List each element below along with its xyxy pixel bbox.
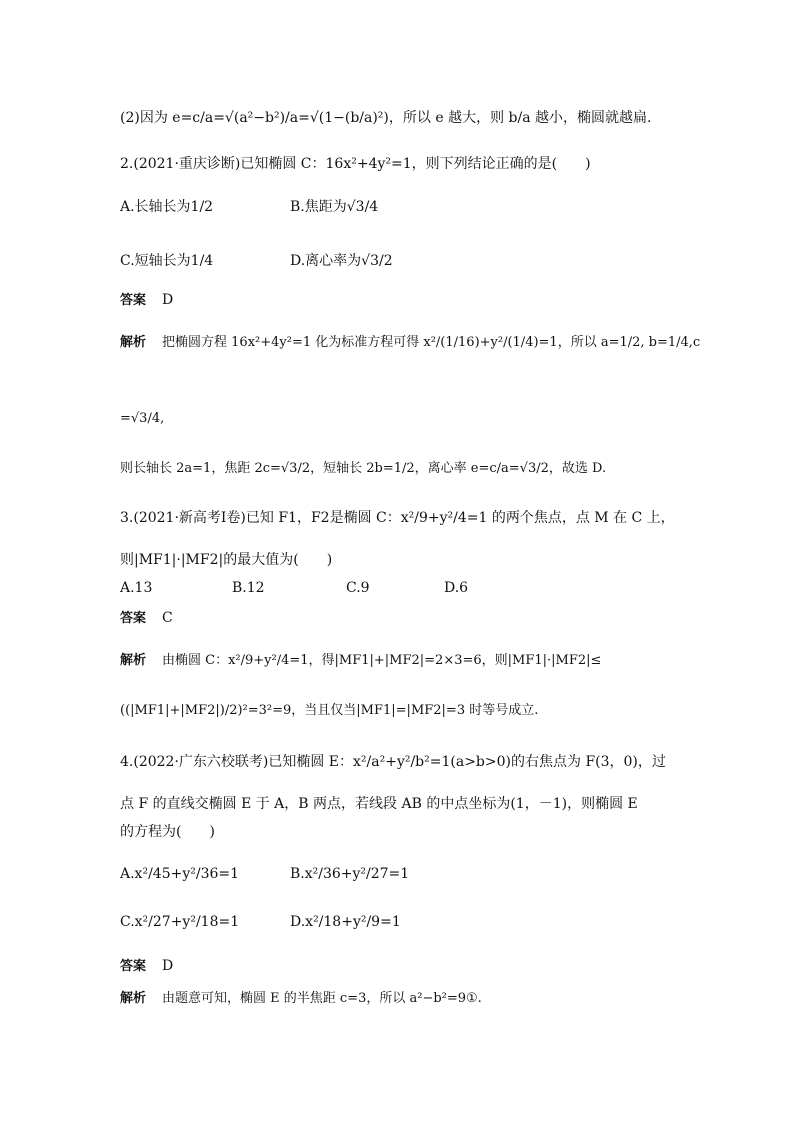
q2-analysis-line-2 xyxy=(120,408,164,429)
q4-answer xyxy=(120,956,173,977)
q4-option-c xyxy=(120,914,239,930)
q3-answer xyxy=(120,608,173,629)
q1-part2-line xyxy=(120,108,651,128)
q2-option-a xyxy=(120,196,213,216)
q4-option-b-text: B.x²/36+y²/27=1 xyxy=(290,866,410,882)
q4-stem-line-1 xyxy=(120,752,666,772)
q4-stem-line-2 xyxy=(120,794,638,814)
q4-stem-text-2: 点 F 的直线交椭圆 E 于 A，B 两点，若线段 AB 的中点坐标为(1，－1)，则椭圆 E xyxy=(120,796,638,812)
q2-option-d xyxy=(290,250,393,270)
q2-answer xyxy=(120,290,173,311)
q4-analysis-text-1: 由题意可知，椭圆 E 的半焦距 c=3，所以 a²−b²=9①. xyxy=(162,991,482,1006)
q2-analysis-label: 解析 xyxy=(120,335,147,350)
q3-option-b-text: B.12 xyxy=(232,580,265,596)
q2-option-c xyxy=(120,250,213,270)
q4-answer-label: 答案 xyxy=(120,959,147,974)
q3-analysis-text-1: 由椭圆 C：x²/9+y²/4=1，得|MF1|+|MF2|=2×3=6，则|MF1|·|MF2|≤ xyxy=(162,653,602,668)
q3-option-a-text: A.13 xyxy=(120,580,153,596)
q4-answer-value: D xyxy=(162,958,174,974)
q4-stem-text-1: 4.(2022·广东六校联考)已知椭圆 E：x²/a²+y²/b²=1(a>b>0)的右焦点为 F(3，0)，过 xyxy=(120,754,666,770)
q4-stem-line-3 xyxy=(120,822,215,842)
q4-option-a-text: A.x²/45+y²/36=1 xyxy=(120,866,240,882)
q2-answer-value: D xyxy=(162,292,174,308)
q4-option-d xyxy=(290,914,401,930)
q3-option-c xyxy=(346,580,370,596)
q3-analysis-line-2 xyxy=(120,700,538,721)
q3-stem-line-1 xyxy=(120,508,675,528)
q2-answer-label: 答案 xyxy=(120,293,147,308)
q1-part2-text: (2)因为 e=c/a=√(a²−b²)/a=√(1−(b/a)²)，所以 e 越大，则 b/a 越小，椭圆就越扁. xyxy=(120,110,652,126)
q2-analysis-text-3: 则长轴长 2a=1，焦距 2c=√3/2，短轴长 2b=1/2，离心率 e=c/a=√3/2，故选 D. xyxy=(120,461,607,476)
q3-option-a xyxy=(120,580,152,596)
q2-option-c-text: C.短轴长为1/4 xyxy=(120,253,214,269)
q2-stem-text: 2.(2021·重庆诊断)已知椭圆 C：16x²+4y²=1，则下列结论正确的是( ) xyxy=(120,156,591,172)
q3-option-d-text: D.6 xyxy=(444,580,469,596)
q4-option-c-text: C.x²/27+y²/18=1 xyxy=(120,914,240,930)
q4-option-b xyxy=(290,866,409,882)
q3-analysis-label: 解析 xyxy=(120,653,147,668)
q4-stem-text-3: 的方程为( ) xyxy=(120,824,215,840)
q4-analysis-label: 解析 xyxy=(120,991,147,1006)
q2-analysis-line-3 xyxy=(120,458,606,479)
q3-option-b xyxy=(232,580,265,596)
q2-option-a-text: A.长轴长为1/2 xyxy=(120,199,214,215)
q2-analysis-text-2: =√3/4, xyxy=(120,411,165,426)
q3-stem-line-2 xyxy=(120,550,332,570)
q2-stem xyxy=(120,154,591,174)
q3-answer-value: C xyxy=(162,610,173,626)
q2-analysis-text-1: 把椭圆方程 16x²+4y²=1 化为标准方程可得 x²/(1/16)+y²/(1/4)=1，所以 a=1/2, b=1/4,c xyxy=(162,335,701,350)
q2-option-d-text: D.离心率为√3/2 xyxy=(290,253,393,269)
q2-analysis-line-1 xyxy=(120,332,700,353)
q2-option-b-text: B.焦距为√3/4 xyxy=(290,199,379,215)
q3-answer-label: 答案 xyxy=(120,611,147,626)
q2-option-b xyxy=(290,196,378,216)
q4-option-a xyxy=(120,866,239,882)
q4-option-d-text: D.x²/18+y²/9=1 xyxy=(290,914,401,930)
q3-option-d xyxy=(444,580,468,596)
q3-analysis-text-2: ((|MF1|+|MF2|)/2)²=3²=9，当且仅当|MF1|=|MF2|=3 时等号成立. xyxy=(120,703,539,718)
q3-option-c-text: C.9 xyxy=(346,580,370,596)
q3-stem-text-1: 3.(2021·新高考Ⅰ卷)已知 F1，F2是椭圆 C：x²/9+y²/4=1 的两个焦点，点 M 在 C 上， xyxy=(120,510,675,526)
q4-analysis-line-1 xyxy=(120,988,482,1009)
q3-stem-text-2: 则|MF1|·|MF2|的最大值为( ) xyxy=(120,552,333,568)
q3-analysis-line-1 xyxy=(120,650,601,671)
